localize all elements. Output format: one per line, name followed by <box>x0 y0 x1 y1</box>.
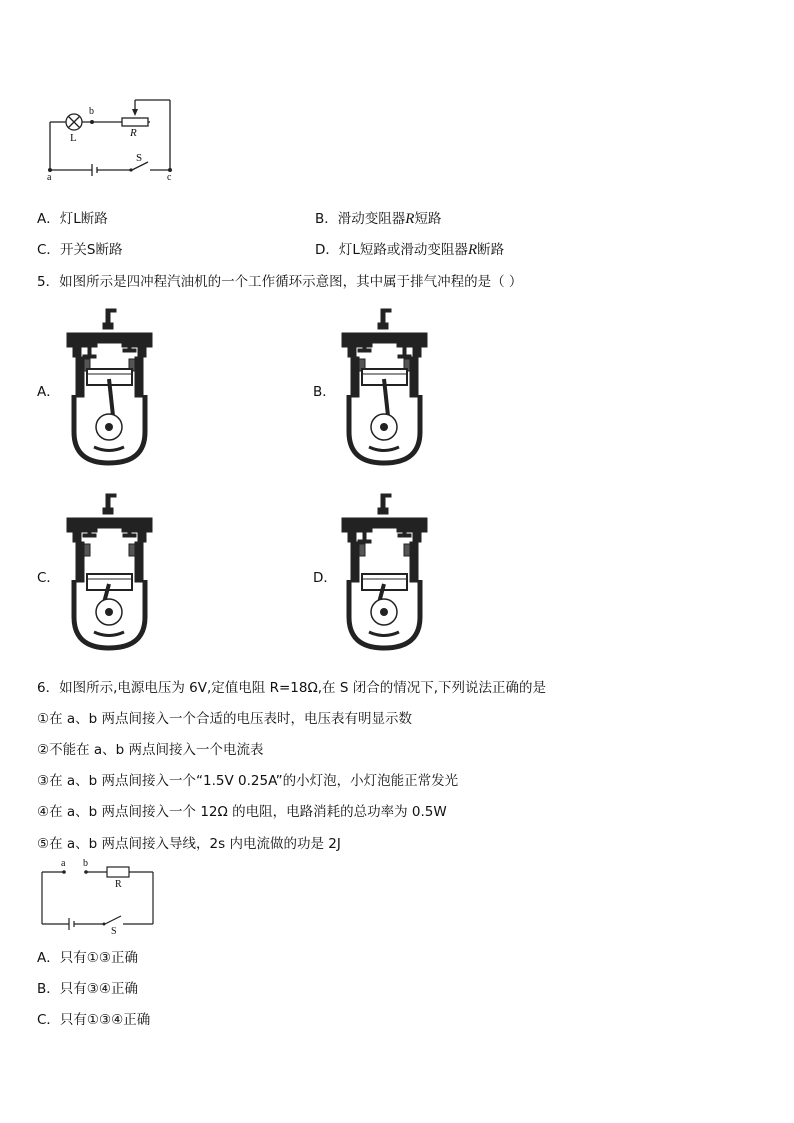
label-a: a <box>61 858 66 869</box>
q6-statement-4: ④在 a、b 两点间接入一个 12Ω 的电阻，电路消耗的总功率为 0.5W <box>37 804 447 820</box>
label-c: c <box>167 172 172 183</box>
label-b: b <box>89 106 94 117</box>
label-S: S <box>136 152 143 164</box>
q6-statement-5: ⑤在 a、b 两点间接入导线，2s 内电流做的功是 2J <box>37 836 341 852</box>
q5-option-c-label[interactable]: C． <box>37 570 60 586</box>
q5-engine-diagram-d[interactable] <box>337 492 432 652</box>
q6-statement-3: ③在 a、b 两点间接入一个“1.5V 0.25A”的小灯泡，小灯泡能正常发光 <box>37 773 459 789</box>
q6-stem: 6．如图所示,电源电压为 6V,定值电阻 R=18Ω,在 S 闭合的情况下,下列说法正确的是 <box>37 680 546 696</box>
q5-engine-diagram-b[interactable] <box>337 307 432 467</box>
label-a: a <box>47 172 52 183</box>
q5-option-d-label[interactable]: D． <box>313 570 337 586</box>
q5-engine-diagram-c[interactable] <box>62 492 157 652</box>
label-L: L <box>70 132 77 144</box>
q4-option-c[interactable]: C．开关S断路 <box>37 242 123 258</box>
label-R: R <box>115 879 122 890</box>
q5-option-b-label[interactable]: B． <box>313 384 336 400</box>
label-b: b <box>83 858 88 869</box>
label-S: S <box>111 926 117 937</box>
q5-option-a-label[interactable]: A． <box>37 384 60 400</box>
q4-circuit-diagram <box>40 92 190 184</box>
q6-circuit-diagram <box>37 858 162 940</box>
q6-option-b[interactable]: B．只有③④正确 <box>37 981 138 997</box>
q4-option-b[interactable]: B．滑动变阻器R短路 <box>315 211 442 227</box>
q5-stem: 5．如图所示是四冲程汽油机的一个工作循环示意图，其中属于排气冲程的是（ ） <box>37 274 523 290</box>
q6-statement-1: ①在 a、b 两点间接入一个合适的电压表时，电压表有明显示数 <box>37 711 413 727</box>
q5-engine-diagram-a[interactable] <box>62 307 157 467</box>
q4-option-a[interactable]: A．灯L断路 <box>37 211 108 227</box>
q4-option-d[interactable]: D．灯L短路或滑动变阻器R断路 <box>315 242 505 258</box>
q6-option-c[interactable]: C．只有①③④正确 <box>37 1012 151 1028</box>
q6-option-a[interactable]: A．只有①③正确 <box>37 950 138 966</box>
q6-statement-2: ②不能在 a、b 两点间接入一个电流表 <box>37 742 264 758</box>
label-R: R <box>130 127 137 139</box>
